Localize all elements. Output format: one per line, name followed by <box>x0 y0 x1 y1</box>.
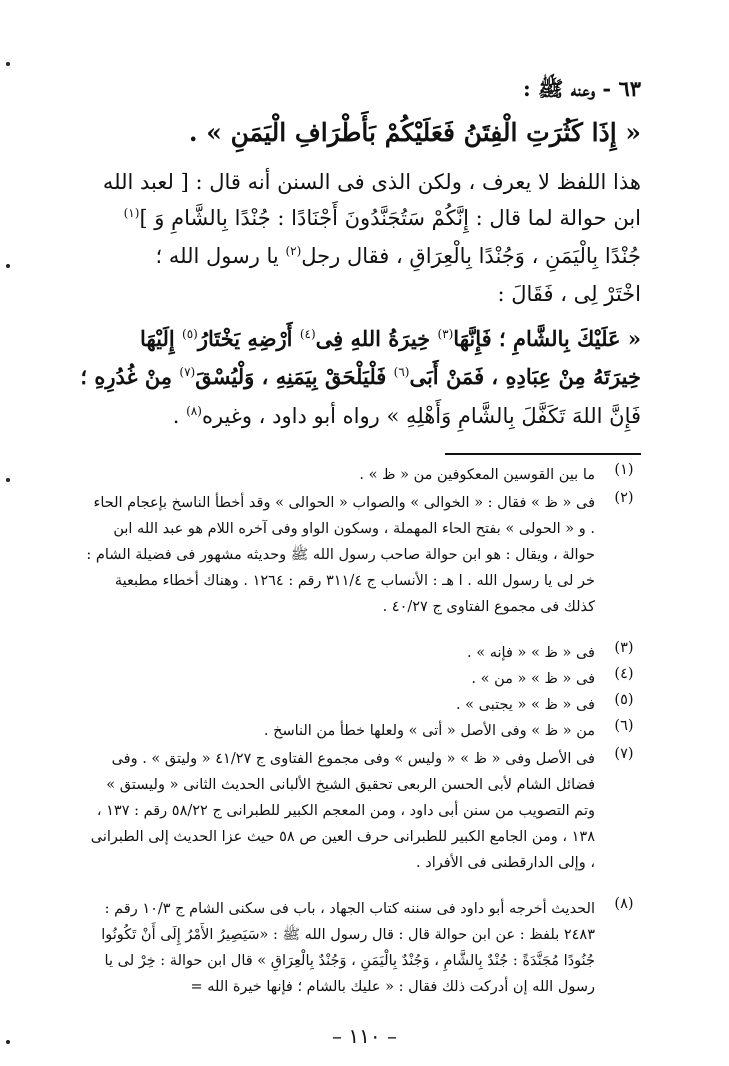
footnote-separator <box>445 453 641 455</box>
hadith-heading: ٦٣ - وعنه ﷺ : <box>522 76 641 101</box>
body-line: جُنْدًا بِالْيَمَنِ ، وَجُنْدًا بِالْعِرَاقِ ، فقال رجل$^{(٢)}$ يا رسول الله ؛ <box>155 244 641 268</box>
footnote <box>86 490 641 620</box>
footnote-text: من « ظ » وفى الأصل « أتى » ولعلها خطأ من الناسخ . <box>263 723 595 739</box>
body-line: ابن حوالة لما قال : إِنَّكُمْ سَتُجَنَّدُونَ أَجْنَادًا : جُنْدًا بِالشَّامِ وَ ]$^{(١)}$ <box>123 206 641 230</box>
margin-dot <box>6 264 10 268</box>
body-line: اخْتَرْ لِى ، فَقَالَ : <box>497 282 641 306</box>
margin-dot <box>6 62 10 66</box>
footnote-number: (٢) <box>614 490 634 506</box>
body-line: خِيرَتَهُ مِنْ عِبَادِهِ ، فَمَنْ أَبَى$^{(٦)}$ فَلْيَلْحَقْ بِيَمَنِهِ ، وَلْيُسْقَ$^{(٧)}$ مِنْ غُدُرِهِ ؛ <box>80 364 641 389</box>
footnote-number: (٤) <box>614 666 634 682</box>
footnote-text: فى « ظ » « يجتبى » . <box>455 697 595 713</box>
footnote-text: فى الأصل وفى « ظ » « وليس » وفى مجموع الفتاوى ج ٤١/٢٧ « وليتق » . وفى فضائل الشام لأبى الحسن الربعى تحقيق الشيخ الألبانى الحديث الثانى « وليستق » وتم التصويب من سنن أبى داود ، ومن المعجم الكبير للطبرانى ج ٥٨/٢٢ رقم : ١٣٧ ، ١٣٨ ، ومن الجامع الكبير للطبرانى حرف العين ص ٥٨ حيث عزا الحديث إلى الطبرانى ، وإلى الدارقطنى فى الأفراد . <box>90 751 595 871</box>
footnote-number: (١) <box>614 462 634 478</box>
footnote-number: (٥) <box>614 692 634 708</box>
footnote-number: (٣) <box>614 640 634 656</box>
margin-dot <box>6 478 10 482</box>
body-line: فَإِنَّ اللهَ تَكَفَّلَ بِالشَّامِ وَأَهْلِهِ » رواه أبو داود ، وغيره$^{(٨)}$ . <box>172 404 641 428</box>
page-number: – ١١٠ – <box>332 1024 397 1048</box>
footnote-number: (٦) <box>614 718 634 734</box>
footnote-text: فى « ظ » « من » . <box>471 671 595 687</box>
footnote <box>86 746 641 876</box>
footnote-text: ما بين القوسين المعكوفين من « ظ » . <box>359 467 595 483</box>
footnote <box>86 692 641 718</box>
footnote-text: فى « ظ » فقال : « الخوالى » والصواب « الحوالى » وقد أخطأ الناسخ بإعجام الحاء . و « الحولى » بفتح الحاء المهملة ، وسكون الواو وفى آخره اللام هو عبد الله ابن حوالة ، ويقال : هو ابن حوالة صاحب رسول الله ﷺ وحديثه مشهور فى فضيلة الشام : خر لى يا رسول الله . ا هـ : الأنساب ج ٣١١/٤ رقم : ١٢٦٤ . وهناك أخطاء مطبعية كذلك فى مجموع الفتاوى ج ٤٠/٢٧ . <box>86 495 595 615</box>
footnote <box>86 666 641 692</box>
body-line: « عَلَيْكَ بِالشَّامِ ؛ فَإِنَّهَا$^{(٣)}$ خِيرَةُ اللهِ فِى$^{(٤)}$ أَرْضِهِ يَخْتَارُ$^{(٥)}$ إِلَيْهَا <box>140 326 641 351</box>
footnote <box>86 462 641 488</box>
footnote <box>86 896 641 1000</box>
footnote <box>86 718 641 744</box>
footnote-number: (٧) <box>614 746 634 762</box>
hadith-title: « إِذَا كَثُرَتِ الْفِتَنُ فَعَلَيْكُمْ بَأَطْرَافِ الْيَمَنِ » . <box>188 118 641 147</box>
body-line: هذا اللفظ لا يعرف ، ولكن الذى فى السنن أنه قال : [ لعبد الله <box>102 170 641 194</box>
footnote-text: فى « ظ » « فإنه » . <box>467 645 595 661</box>
footnote-text: الحديث أخرجه أبو داود فى سننه كتاب الجهاد ، باب فى سكنى الشام ج ١٠/٣ رقم : ٢٤٨٣ بلفظ : عن ابن حوالة قال : قال رسول الله ﷺ : «سَيَصِيرُ الأَمْرُ إِلَى أَنْ تَكُونُوا جُنُودًا مُجَنَّدَةً : جُنْدٌ بِالشَّامِ ، وَجُنْدٌ بِالْيَمَنِ ، وَجُنْدٌ بِالْعِرَاقِ » قال ابن حوالة : خِرْ لى يا رسول الله إن أدركت ذلك فقال : « عليك بالشام ؛ فإنها خيرة الله = <box>101 901 595 995</box>
footnote <box>86 640 641 666</box>
footnote-number: (٨) <box>614 896 634 912</box>
